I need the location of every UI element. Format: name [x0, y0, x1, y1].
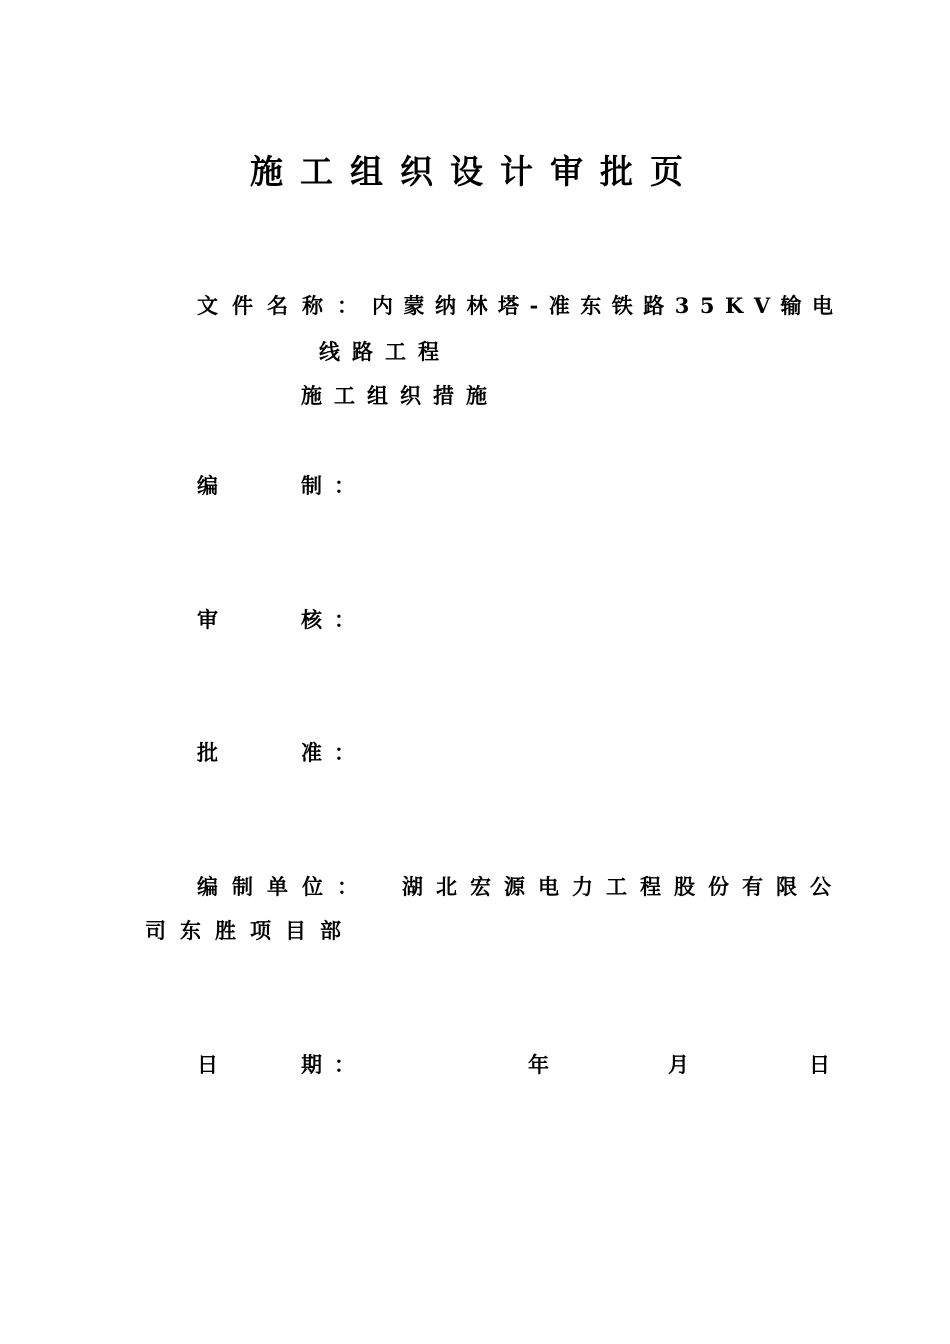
date-year: 年 [528, 1052, 549, 1077]
approver-label-b: 准： [301, 740, 367, 765]
compiler-label-b: 制： [301, 473, 367, 498]
page-title: 施工组织设计审批页 [250, 152, 700, 191]
file-name-line2: 线路工程 [319, 339, 451, 364]
date-month: 月 [668, 1052, 689, 1077]
file-name-line1: 内蒙纳林塔-准东铁路35KV输电 [372, 293, 844, 318]
file-name-row [197, 293, 844, 318]
file-name-label: 文件名称： [197, 293, 372, 318]
compiler-label-a: 编 [197, 473, 218, 498]
date-label-b: 期： [301, 1052, 367, 1077]
unit-row [197, 874, 844, 899]
reviewer-label-a: 审 [197, 607, 218, 632]
unit-line1: 湖北宏源电力工程股份有限公 [402, 874, 844, 899]
approver-label-a: 批 [197, 740, 218, 765]
reviewer-label-b: 核： [301, 607, 367, 632]
file-name-line3: 施工组织措施 [301, 383, 499, 408]
date-label-a: 日 [197, 1052, 218, 1077]
date-day: 日 [809, 1052, 830, 1077]
unit-line2: 司东胜项目部 [145, 918, 355, 943]
unit-label: 编制单位： [197, 874, 372, 899]
